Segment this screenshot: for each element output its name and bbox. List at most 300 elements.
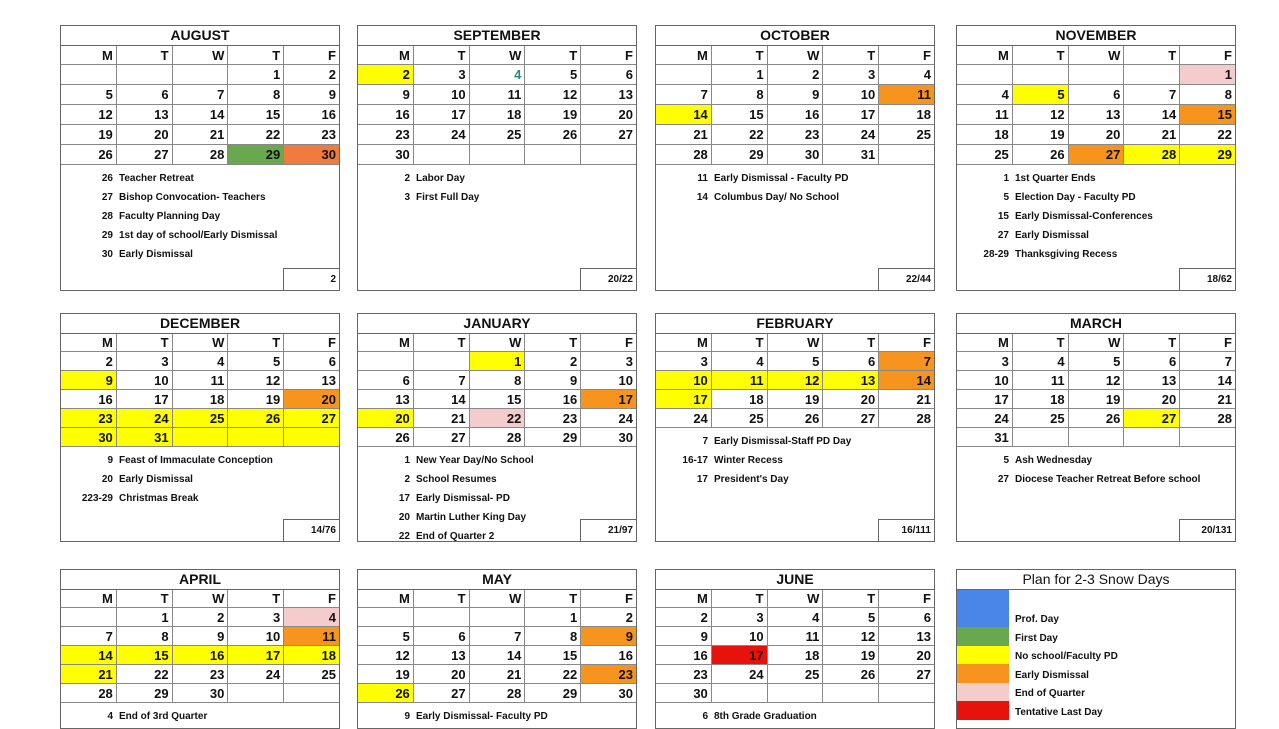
month-august <box>60 25 340 291</box>
weekday-label: F <box>923 335 931 350</box>
month-title: APRIL <box>61 570 339 590</box>
day-cell: 30 <box>656 684 712 702</box>
day-cell: 23 <box>358 125 414 144</box>
day-cell: 30 <box>618 685 633 701</box>
week-row <box>656 371 934 390</box>
day-cell: 7 <box>879 352 934 370</box>
day-cell: 4 <box>957 85 1013 104</box>
day-cell: 20 <box>358 409 414 427</box>
note-date: 27 <box>997 474 1009 485</box>
legend-snow-days <box>956 569 1236 729</box>
note-text: Christmas Break <box>119 493 199 504</box>
week-row <box>957 105 1235 125</box>
week-row <box>61 627 339 646</box>
day-cell: 23 <box>321 127 336 142</box>
weekday-label: T <box>228 590 284 607</box>
school-day-count: 22/44 <box>878 268 934 290</box>
day-cell <box>1124 428 1180 446</box>
week-row <box>358 105 636 125</box>
week-row <box>61 65 339 85</box>
weekday-header-row <box>61 46 339 65</box>
weekday-label: M <box>61 46 117 64</box>
day-cell: 12 <box>61 105 117 124</box>
day-cell: 25 <box>173 409 229 427</box>
day-cell: 9 <box>173 627 229 645</box>
day-cell: 5 <box>823 608 879 626</box>
day-cell: 21 <box>470 665 526 683</box>
weekday-label: W <box>768 46 824 64</box>
note-text: Teacher Retreat <box>119 173 194 184</box>
day-cell: 13 <box>1124 371 1180 389</box>
day-cell: 16 <box>656 646 712 664</box>
note-item <box>61 169 339 188</box>
note-text: Early Dismissal- PD <box>416 493 510 504</box>
weekday-label: T <box>414 590 470 607</box>
note-text: Martin Luther King Day <box>416 512 527 523</box>
day-cell: 24 <box>228 665 284 683</box>
day-cell <box>879 145 934 164</box>
day-cell: 13 <box>1069 105 1125 124</box>
weekday-header-row <box>358 46 636 65</box>
day-cell: 19 <box>61 125 117 144</box>
note-item <box>61 470 339 489</box>
month-notes <box>656 703 934 726</box>
note-item <box>61 188 339 207</box>
day-cell: 14 <box>61 646 117 664</box>
day-cell: 11 <box>879 85 934 104</box>
day-cell: 17 <box>414 105 470 124</box>
day-cell: 6 <box>117 85 173 104</box>
day-cell <box>879 684 934 702</box>
day-cell: 17 <box>957 390 1013 408</box>
day-cell: 16 <box>173 646 229 664</box>
weekday-label: T <box>525 334 581 351</box>
day-cell: 7 <box>1224 353 1232 369</box>
day-cell: 1 <box>117 608 173 626</box>
note-text: Election Day - Faculty PD <box>1015 192 1136 203</box>
day-cell: 28 <box>656 145 712 164</box>
week-row <box>656 409 934 428</box>
day-cell: 2 <box>328 67 336 82</box>
day-cell: 11 <box>1013 371 1069 389</box>
legend-item <box>957 664 1235 683</box>
school-day-count: 2 <box>283 268 339 290</box>
month-notes <box>358 165 636 207</box>
note-date: 27 <box>101 192 113 203</box>
week-row <box>957 145 1235 165</box>
note-text: Feast of Immaculate Conception <box>119 455 273 466</box>
note-date: 17 <box>696 474 708 485</box>
day-cell: 6 <box>414 627 470 645</box>
weekday-header-row <box>358 334 636 352</box>
day-cell: 18 <box>916 107 931 122</box>
legend-label: End of Quarter <box>1015 688 1086 699</box>
day-cell: 20 <box>284 390 339 408</box>
day-cell <box>61 65 117 84</box>
day-cell: 6 <box>328 353 336 369</box>
note-text: New Year Day/No School <box>416 455 534 466</box>
day-cell: 26 <box>768 409 824 427</box>
day-cell <box>1124 65 1180 84</box>
day-cell <box>1180 428 1235 446</box>
week-row <box>358 608 636 627</box>
day-cell: 7 <box>61 627 117 645</box>
day-cell: 19 <box>768 390 824 408</box>
day-cell: 23 <box>656 665 712 683</box>
day-cell: 18 <box>768 646 824 664</box>
legend-label: Early Dismissal <box>1015 669 1089 681</box>
note-text: End of 3rd Quarter <box>119 711 208 722</box>
day-cell: 25 <box>916 127 931 142</box>
weekday-header-row <box>957 334 1235 352</box>
day-cell: 22 <box>712 125 768 144</box>
weekday-label: F <box>328 335 336 350</box>
day-cell: 9 <box>61 371 117 389</box>
legend-title: Plan for 2-3 Snow Days <box>957 570 1235 590</box>
note-text: Ash Wednesday <box>1015 455 1093 466</box>
day-cell: 7 <box>1124 85 1180 104</box>
day-cell <box>358 352 414 370</box>
note-item <box>656 707 934 726</box>
week-row <box>61 352 339 371</box>
note-item <box>957 226 1235 245</box>
note-date: 20 <box>398 512 410 523</box>
legend-label: Tentative Last Day <box>1015 706 1103 718</box>
day-cell: 6 <box>1124 352 1180 370</box>
note-item <box>358 470 636 489</box>
week-row <box>656 627 934 646</box>
day-cell <box>470 145 526 164</box>
day-cell <box>1069 428 1125 446</box>
day-cell: 12 <box>525 85 581 104</box>
week-row <box>656 145 934 165</box>
day-cell: 28 <box>916 410 931 426</box>
day-cell: 8 <box>525 627 581 645</box>
week-row <box>61 390 339 409</box>
note-text: Early Dismissal-Staff PD Day <box>714 436 852 447</box>
weekday-header-row <box>61 590 339 608</box>
month-january <box>357 313 637 542</box>
note-text: End of Quarter 2 <box>416 531 495 542</box>
day-cell: 18 <box>470 105 526 124</box>
day-cell <box>414 608 470 626</box>
month-february <box>655 313 935 542</box>
weekday-label: W <box>173 590 229 607</box>
week-row <box>61 428 339 447</box>
day-cell: 28 <box>1124 145 1180 164</box>
day-cell: 22 <box>117 665 173 683</box>
day-cell: 20 <box>414 665 470 683</box>
day-cell: 1 <box>470 352 526 370</box>
week-row <box>656 65 934 85</box>
day-cell: 17 <box>117 390 173 408</box>
day-cell: 13 <box>358 390 414 408</box>
month-june <box>655 569 935 729</box>
day-cell: 26 <box>525 125 581 144</box>
day-cell: 10 <box>117 371 173 389</box>
day-cell: 8 <box>117 627 173 645</box>
weekday-label: F <box>625 591 633 606</box>
school-day-count: 20/22 <box>580 268 636 290</box>
weekday-label: M <box>656 334 712 351</box>
note-text: Columbus Day/ No School <box>714 192 840 203</box>
day-cell: 29 <box>1180 145 1235 164</box>
note-date: 5 <box>1003 455 1009 466</box>
day-cell: 2 <box>768 65 824 84</box>
weekday-label: T <box>228 46 284 64</box>
day-cell: 10 <box>712 627 768 645</box>
day-cell: 11 <box>173 371 229 389</box>
note-date: 22 <box>398 531 410 542</box>
day-cell: 18 <box>957 125 1013 144</box>
weekday-label: T <box>823 46 879 64</box>
day-cell: 17 <box>656 390 712 408</box>
week-row <box>358 65 636 85</box>
weekday-label: T <box>823 590 879 607</box>
weekday-label: W <box>470 590 526 607</box>
week-row <box>957 85 1235 105</box>
day-cell: 8 <box>1224 87 1232 102</box>
weekday-label: T <box>1124 46 1180 64</box>
day-cell: 20 <box>117 125 173 144</box>
day-cell: 21 <box>656 125 712 144</box>
day-cell: 23 <box>581 665 636 683</box>
weekday-label: W <box>768 590 824 607</box>
day-cell: 17 <box>823 105 879 124</box>
note-item <box>656 169 934 188</box>
day-cell: 20 <box>916 647 931 663</box>
legend-swatch <box>957 646 1009 665</box>
weekday-label: T <box>1124 334 1180 351</box>
day-cell: 30 <box>284 145 339 164</box>
note-item <box>957 207 1235 226</box>
day-cell: 2 <box>358 65 414 84</box>
day-cell: 27 <box>1069 145 1125 164</box>
week-row <box>61 608 339 627</box>
month-may <box>357 569 637 729</box>
week-row <box>358 428 636 447</box>
note-item <box>61 451 339 470</box>
month-november <box>956 25 1236 291</box>
day-cell: 1 <box>1180 65 1235 84</box>
weekday-label: M <box>957 334 1013 351</box>
day-cell: 21 <box>61 665 117 683</box>
legend-swatch <box>957 664 1009 683</box>
note-date: 6 <box>702 711 708 722</box>
day-cell: 16 <box>321 107 336 122</box>
note-text: Early Dismissal - Faculty PD <box>714 173 849 184</box>
day-cell: 6 <box>923 609 931 625</box>
note-text: 1st day of school/Early Dismissal <box>119 230 278 241</box>
day-cell <box>173 65 229 84</box>
weekday-label: W <box>768 334 824 351</box>
weekday-label: M <box>61 334 117 351</box>
day-cell: 14 <box>1124 105 1180 124</box>
day-cell: 19 <box>525 105 581 124</box>
day-cell: 9 <box>656 627 712 645</box>
day-cell: 5 <box>228 352 284 370</box>
day-cell <box>1013 428 1069 446</box>
note-item <box>957 169 1235 188</box>
day-cell: 10 <box>414 85 470 104</box>
note-text: Bishop Convocation- Teachers <box>119 192 266 203</box>
week-row <box>358 125 636 145</box>
day-cell: 25 <box>768 665 824 683</box>
note-item <box>358 489 636 508</box>
note-date: 5 <box>1003 192 1009 203</box>
week-row <box>656 105 934 125</box>
week-row <box>61 665 339 684</box>
note-text: Early Dismissal- Faculty PD <box>416 711 548 722</box>
weekday-label: F <box>1224 335 1232 350</box>
day-cell: 4 <box>173 352 229 370</box>
day-cell: 22 <box>470 409 526 427</box>
day-cell <box>61 608 117 626</box>
day-cell: 14 <box>879 371 934 389</box>
weekday-label: F <box>923 47 931 63</box>
day-cell: 29 <box>228 145 284 164</box>
day-cell: 28 <box>470 684 526 702</box>
day-cell: 3 <box>625 353 633 369</box>
day-cell: 23 <box>61 409 117 427</box>
day-cell: 5 <box>1013 85 1069 104</box>
day-cell: 28 <box>470 428 526 446</box>
school-day-count: 16/111 <box>878 519 934 541</box>
week-row <box>61 125 339 145</box>
day-cell: 7 <box>470 627 526 645</box>
day-cell: 23 <box>173 665 229 683</box>
day-cell: 10 <box>228 627 284 645</box>
note-date: 3 <box>404 192 410 203</box>
day-cell <box>228 684 284 702</box>
note-date: 15 <box>997 211 1009 222</box>
day-cell: 22 <box>1217 127 1232 142</box>
day-cell <box>1013 65 1069 84</box>
day-cell: 2 <box>656 608 712 626</box>
day-cell: 3 <box>957 352 1013 370</box>
day-cell: 25 <box>712 409 768 427</box>
day-cell: 4 <box>923 67 931 82</box>
day-cell: 5 <box>1069 352 1125 370</box>
day-cell: 17 <box>581 390 636 408</box>
weekday-label: M <box>358 590 414 607</box>
day-cell: 25 <box>470 125 526 144</box>
weekday-label: W <box>1069 334 1125 351</box>
note-date: 30 <box>101 249 113 260</box>
day-cell <box>117 65 173 84</box>
weekday-header-row <box>61 334 339 352</box>
note-date: 11 <box>697 173 708 184</box>
day-cell: 27 <box>414 684 470 702</box>
weekday-label: M <box>61 590 117 607</box>
day-cell: 26 <box>61 145 117 164</box>
school-day-count: 20/131 <box>1179 519 1235 541</box>
week-row <box>656 125 934 145</box>
week-row <box>358 627 636 646</box>
note-item <box>656 451 934 470</box>
note-item <box>957 470 1235 489</box>
day-cell: 26 <box>823 665 879 683</box>
day-cell: 24 <box>823 125 879 144</box>
day-cell: 5 <box>525 65 581 84</box>
weekday-label: T <box>117 590 173 607</box>
note-item <box>957 245 1235 264</box>
note-item <box>656 470 934 489</box>
day-cell: 16 <box>525 390 581 408</box>
note-date: 28-29 <box>983 249 1009 260</box>
note-text: Early Dismissal <box>119 249 193 260</box>
note-item <box>61 707 339 726</box>
week-row <box>957 371 1235 390</box>
day-cell: 24 <box>618 410 633 426</box>
day-cell: 10 <box>656 371 712 389</box>
day-cell: 27 <box>117 145 173 164</box>
note-item <box>358 188 636 207</box>
day-cell: 31 <box>957 428 1013 446</box>
week-row <box>61 646 339 665</box>
day-cell: 27 <box>618 127 633 142</box>
weekday-label: W <box>1069 46 1125 64</box>
note-date: 4 <box>107 711 113 722</box>
note-date: 2 <box>404 474 410 485</box>
day-cell: 16 <box>618 647 633 663</box>
day-cell: 13 <box>618 87 633 102</box>
legend-item <box>957 646 1235 665</box>
day-cell: 31 <box>823 145 879 164</box>
legend-item <box>957 683 1235 702</box>
day-cell: 26 <box>1069 409 1125 427</box>
day-cell: 30 <box>768 145 824 164</box>
week-row <box>358 409 636 428</box>
day-cell: 24 <box>414 125 470 144</box>
legend-item <box>957 627 1235 646</box>
week-row <box>358 646 636 665</box>
day-cell: 12 <box>1069 371 1125 389</box>
note-text: School Resumes <box>416 474 497 485</box>
day-cell: 6 <box>358 371 414 389</box>
legend-item <box>957 701 1235 720</box>
day-cell: 20 <box>618 107 633 122</box>
weekday-label: M <box>358 334 414 351</box>
note-date: 9 <box>107 455 113 466</box>
week-row <box>957 352 1235 371</box>
month-title: FEBRUARY <box>656 314 934 334</box>
day-cell: 4 <box>470 65 526 84</box>
day-cell <box>414 145 470 164</box>
day-cell: 29 <box>525 684 581 702</box>
day-cell: 7 <box>414 371 470 389</box>
month-title: JUNE <box>656 570 934 590</box>
legend-item <box>957 590 1235 627</box>
weekday-label: M <box>358 46 414 64</box>
week-row <box>957 125 1235 145</box>
day-cell: 23 <box>525 409 581 427</box>
day-cell: 6 <box>823 352 879 370</box>
day-cell <box>581 145 636 164</box>
day-cell: 13 <box>117 105 173 124</box>
day-cell: 22 <box>228 125 284 144</box>
day-cell: 9 <box>768 85 824 104</box>
day-cell: 18 <box>173 390 229 408</box>
week-row <box>957 390 1235 409</box>
weekday-label: T <box>712 46 768 64</box>
weekday-label: T <box>228 334 284 351</box>
legend-swatch <box>957 701 1009 720</box>
month-title: OCTOBER <box>656 26 934 46</box>
legend-label: No school/Faculty PD <box>1015 651 1118 662</box>
note-text: 1st Quarter Ends <box>1015 173 1096 184</box>
day-cell: 29 <box>712 145 768 164</box>
